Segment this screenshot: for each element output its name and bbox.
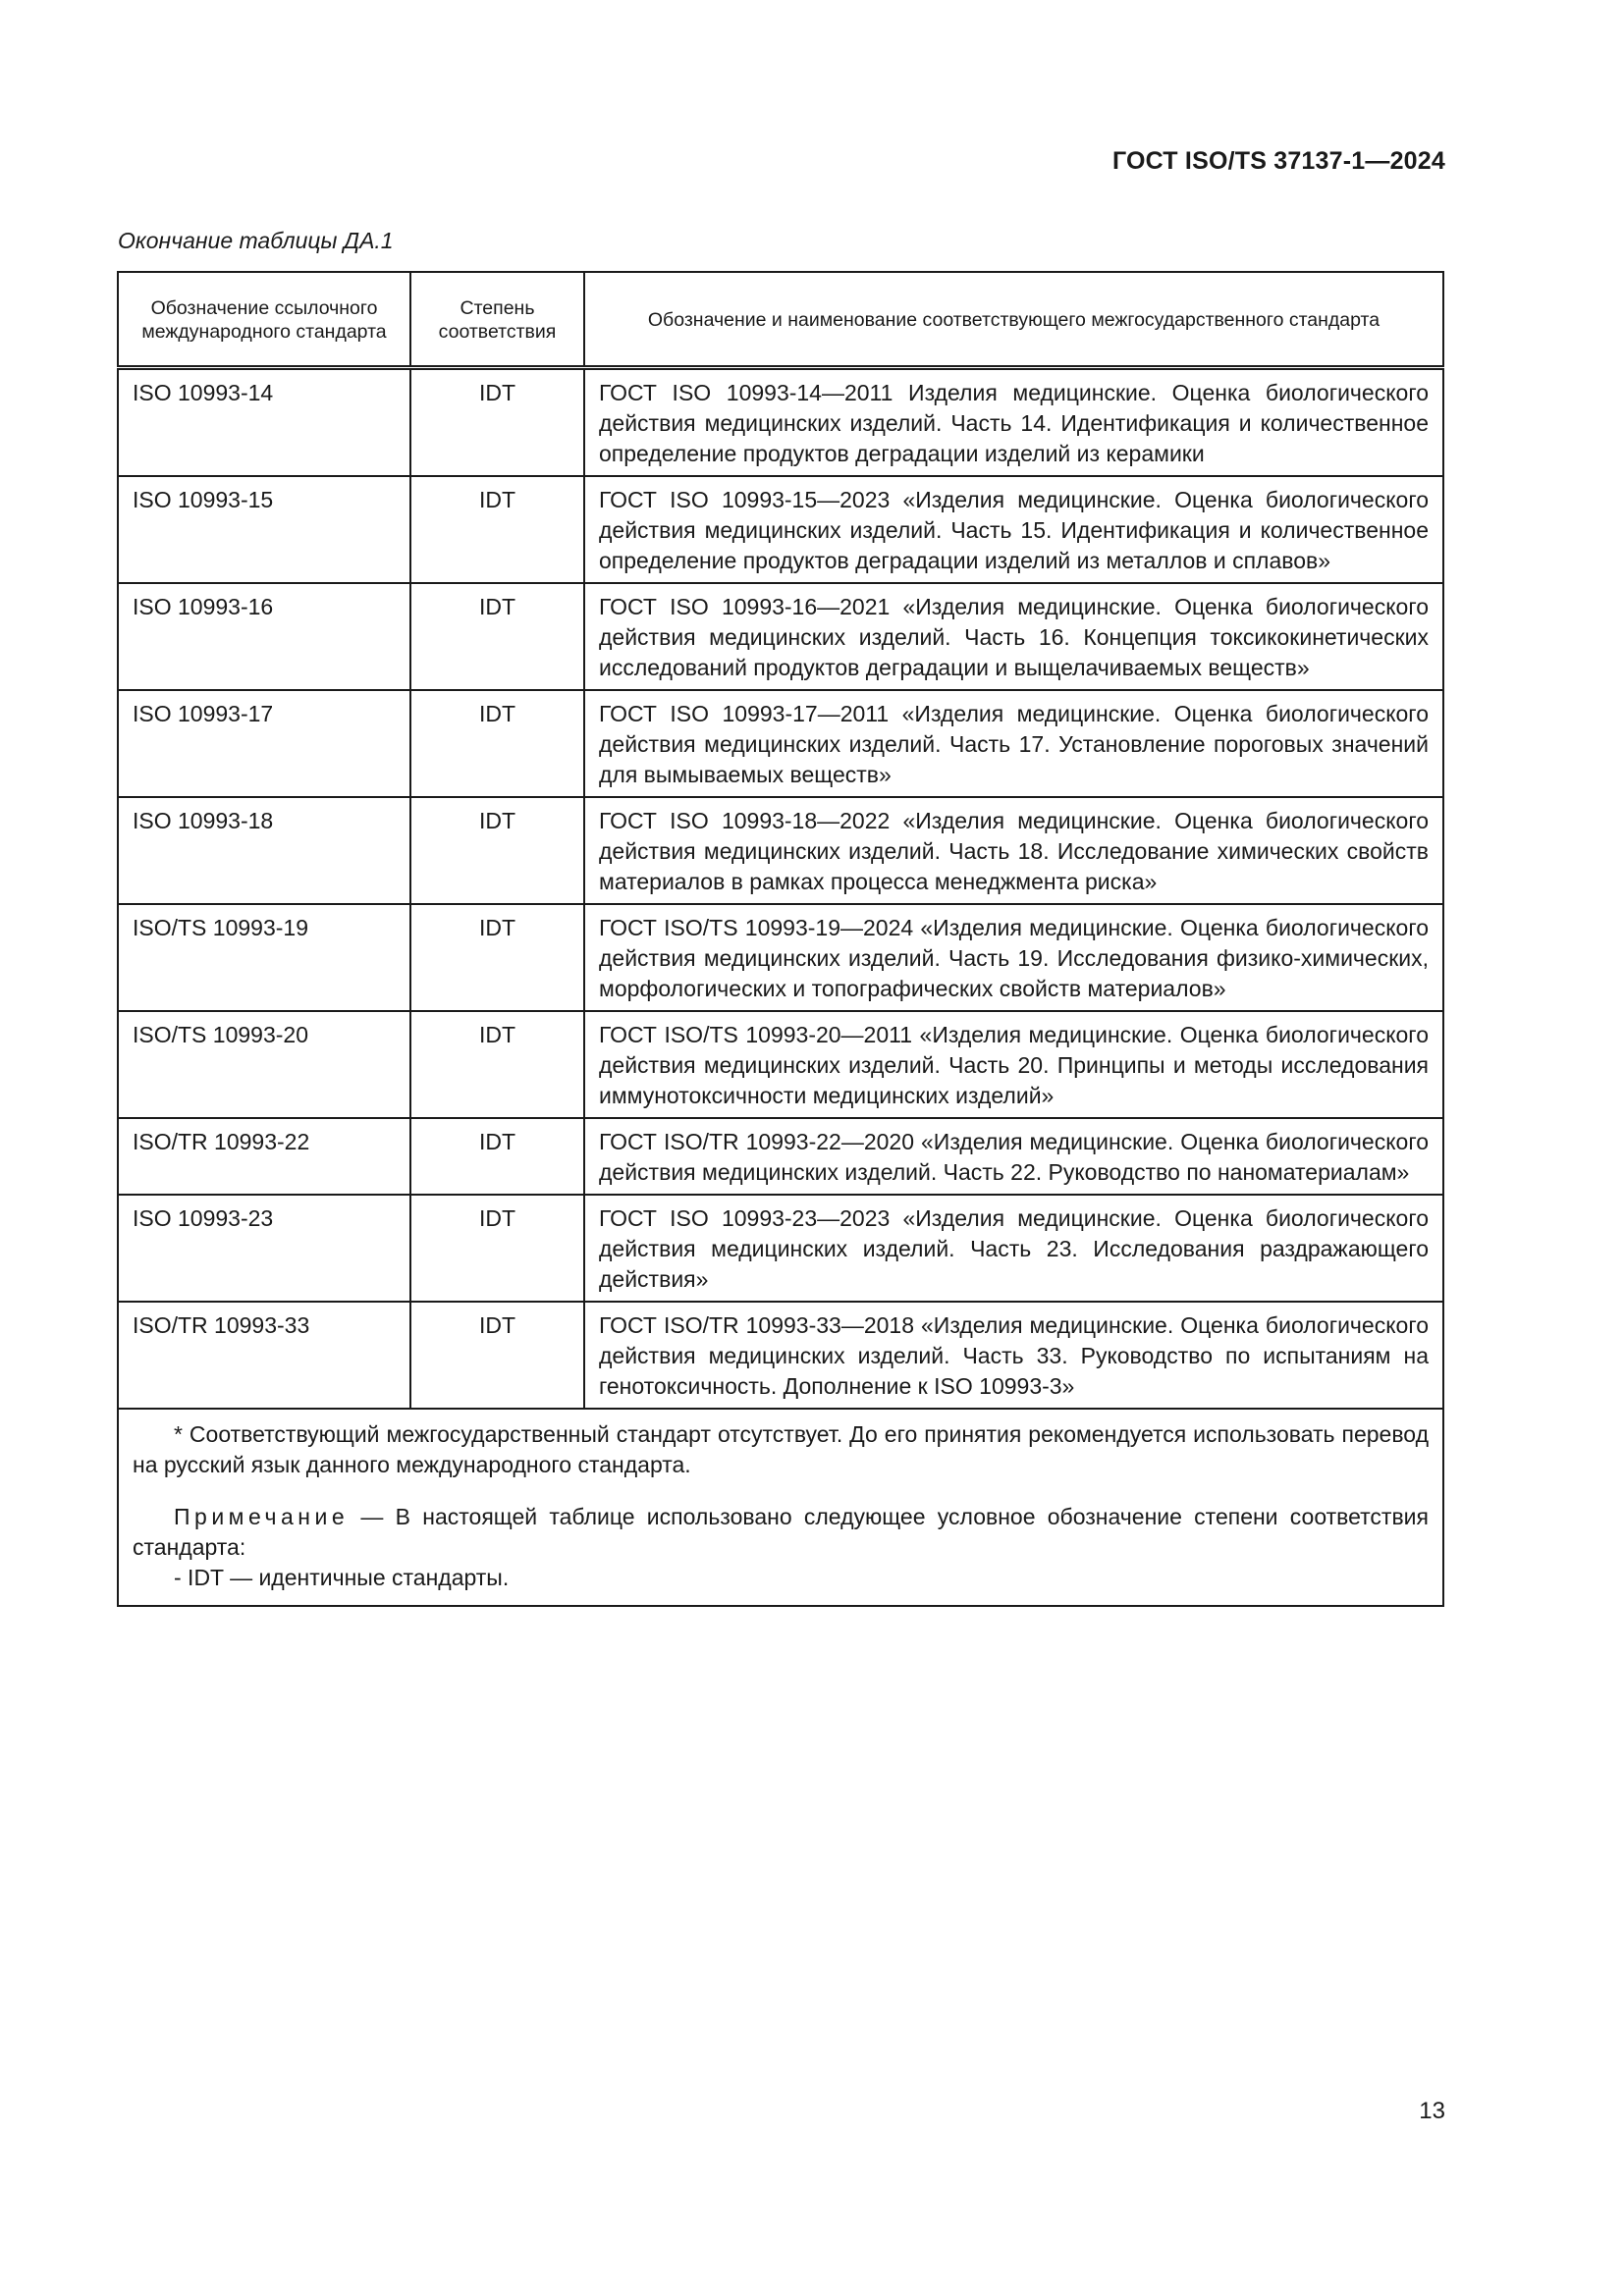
note-item: - IDT — идентичные стандарты.: [174, 1565, 510, 1590]
cell-ref: ISO/TR 10993-33: [118, 1302, 410, 1409]
cell-title: ГОСТ ISO 10993-16—2021 «Изделия медицинские. Оценка биологического действия медицинских изделий. Часть 16. Концепция токсикокинетических исследований продуктов деградации и выщелачиваемых веществ»: [584, 583, 1443, 690]
table-row: [118, 476, 1443, 583]
cell-ref: ISO/TS 10993-20: [118, 1011, 410, 1118]
table-row: [118, 690, 1443, 797]
column-header-ref: Обозначение ссылочного международного стандарта: [118, 272, 410, 368]
cell-degree: IDT: [410, 368, 584, 477]
note-label: Примечание: [174, 1504, 350, 1529]
table-row: [118, 368, 1443, 477]
table-row: [118, 1011, 1443, 1118]
cell-title: ГОСТ ISO/TS 10993-20—2011 «Изделия медицинские. Оценка биологического действия медицинских изделий. Часть 20. Принципы и методы исследования иммунотоксичности медицинских изделий»: [584, 1011, 1443, 1118]
cell-degree: IDT: [410, 1195, 584, 1302]
table-row: [118, 1302, 1443, 1409]
document-designation: ГОСТ ISO/TS 37137-1—2024: [1111, 147, 1445, 175]
cell-ref: ISO 10993-14: [118, 368, 410, 477]
cell-degree: IDT: [410, 476, 584, 583]
cell-degree: IDT: [410, 797, 584, 904]
cell-ref: ISO/TS 10993-19: [118, 904, 410, 1011]
column-header-title: Обозначение и наименование соответствующего межгосударственного стандарта: [584, 272, 1443, 368]
cell-degree: IDT: [410, 1118, 584, 1195]
page-number: 13: [1419, 2098, 1445, 2124]
table-footnote: [118, 1409, 1443, 1606]
cell-ref: ISO 10993-17: [118, 690, 410, 797]
cell-ref: ISO 10993-15: [118, 476, 410, 583]
note-text: — В настоящей таблице использовано следующее условное обозначение степени соответствия стандарта:: [133, 1504, 1429, 1560]
cell-degree: IDT: [410, 583, 584, 690]
table-row: [118, 1195, 1443, 1302]
cell-title: ГОСТ ISO/TR 10993-33—2018 «Изделия медицинские. Оценка биологического действия медицинских изделий. Часть 33. Руководство по испытаниям на генотоксичность. Дополнение к ISO 10993-3»: [584, 1302, 1443, 1409]
cell-degree: IDT: [410, 1011, 584, 1118]
table-caption: Окончание таблицы ДА.1: [118, 228, 394, 253]
cell-degree: IDT: [410, 690, 584, 797]
table-row: [118, 583, 1443, 690]
cell-title: ГОСТ ISO 10993-15—2023 «Изделия медицинские. Оценка биологического действия медицинских изделий. Часть 15. Идентификация и количественное определение продуктов деградации изделий из металлов и сплавов»: [584, 476, 1443, 583]
cell-title: ГОСТ ISO 10993-14—2011 Изделия медицинские. Оценка биологического действия медицинских изделий. Часть 14. Идентификация и количественное определение продуктов деградации изделий из керамики: [584, 368, 1443, 477]
footnote-star: * Соответствующий межгосударственный стандарт отсутствует. До его принятия рекомендуется использовать перевод на русский язык данного международного стандарта.: [133, 1421, 1429, 1477]
cell-ref: ISO 10993-16: [118, 583, 410, 690]
cell-ref: ISO 10993-23: [118, 1195, 410, 1302]
cell-title: ГОСТ ISO/TR 10993-22—2020 «Изделия медицинские. Оценка биологического действия медицинских изделий. Часть 22. Руководство по наноматериалам»: [584, 1118, 1443, 1195]
table-footnote-row: [118, 1409, 1443, 1606]
table-header-row: [118, 272, 1443, 368]
cell-degree: IDT: [410, 1302, 584, 1409]
table-row: [118, 1118, 1443, 1195]
column-header-degree: Степень соответствия: [410, 272, 584, 368]
cell-ref: ISO 10993-18: [118, 797, 410, 904]
standards-table: [117, 271, 1444, 1607]
table-row: [118, 904, 1443, 1011]
cell-title: ГОСТ ISO/TS 10993-19—2024 «Изделия медицинские. Оценка биологического действия медицинских изделий. Часть 19. Исследования физико-химических, морфологических и топографических свойств материалов»: [584, 904, 1443, 1011]
cell-ref: ISO/TR 10993-22: [118, 1118, 410, 1195]
cell-title: ГОСТ ISO 10993-18—2022 «Изделия медицинские. Оценка биологического действия медицинских изделий. Часть 18. Исследование химических свойств материалов в рамках процесса менеджмента риска»: [584, 797, 1443, 904]
cell-title: ГОСТ ISO 10993-23—2023 «Изделия медицинские. Оценка биологического действия медицинских изделий. Часть 23. Исследования раздражающего действия»: [584, 1195, 1443, 1302]
cell-title: ГОСТ ISO 10993-17—2011 «Изделия медицинские. Оценка биологического действия медицинских изделий. Часть 17. Установление пороговых значений для вымываемых веществ»: [584, 690, 1443, 797]
table-row: [118, 797, 1443, 904]
cell-degree: IDT: [410, 904, 584, 1011]
table-note: [133, 1502, 1429, 1563]
